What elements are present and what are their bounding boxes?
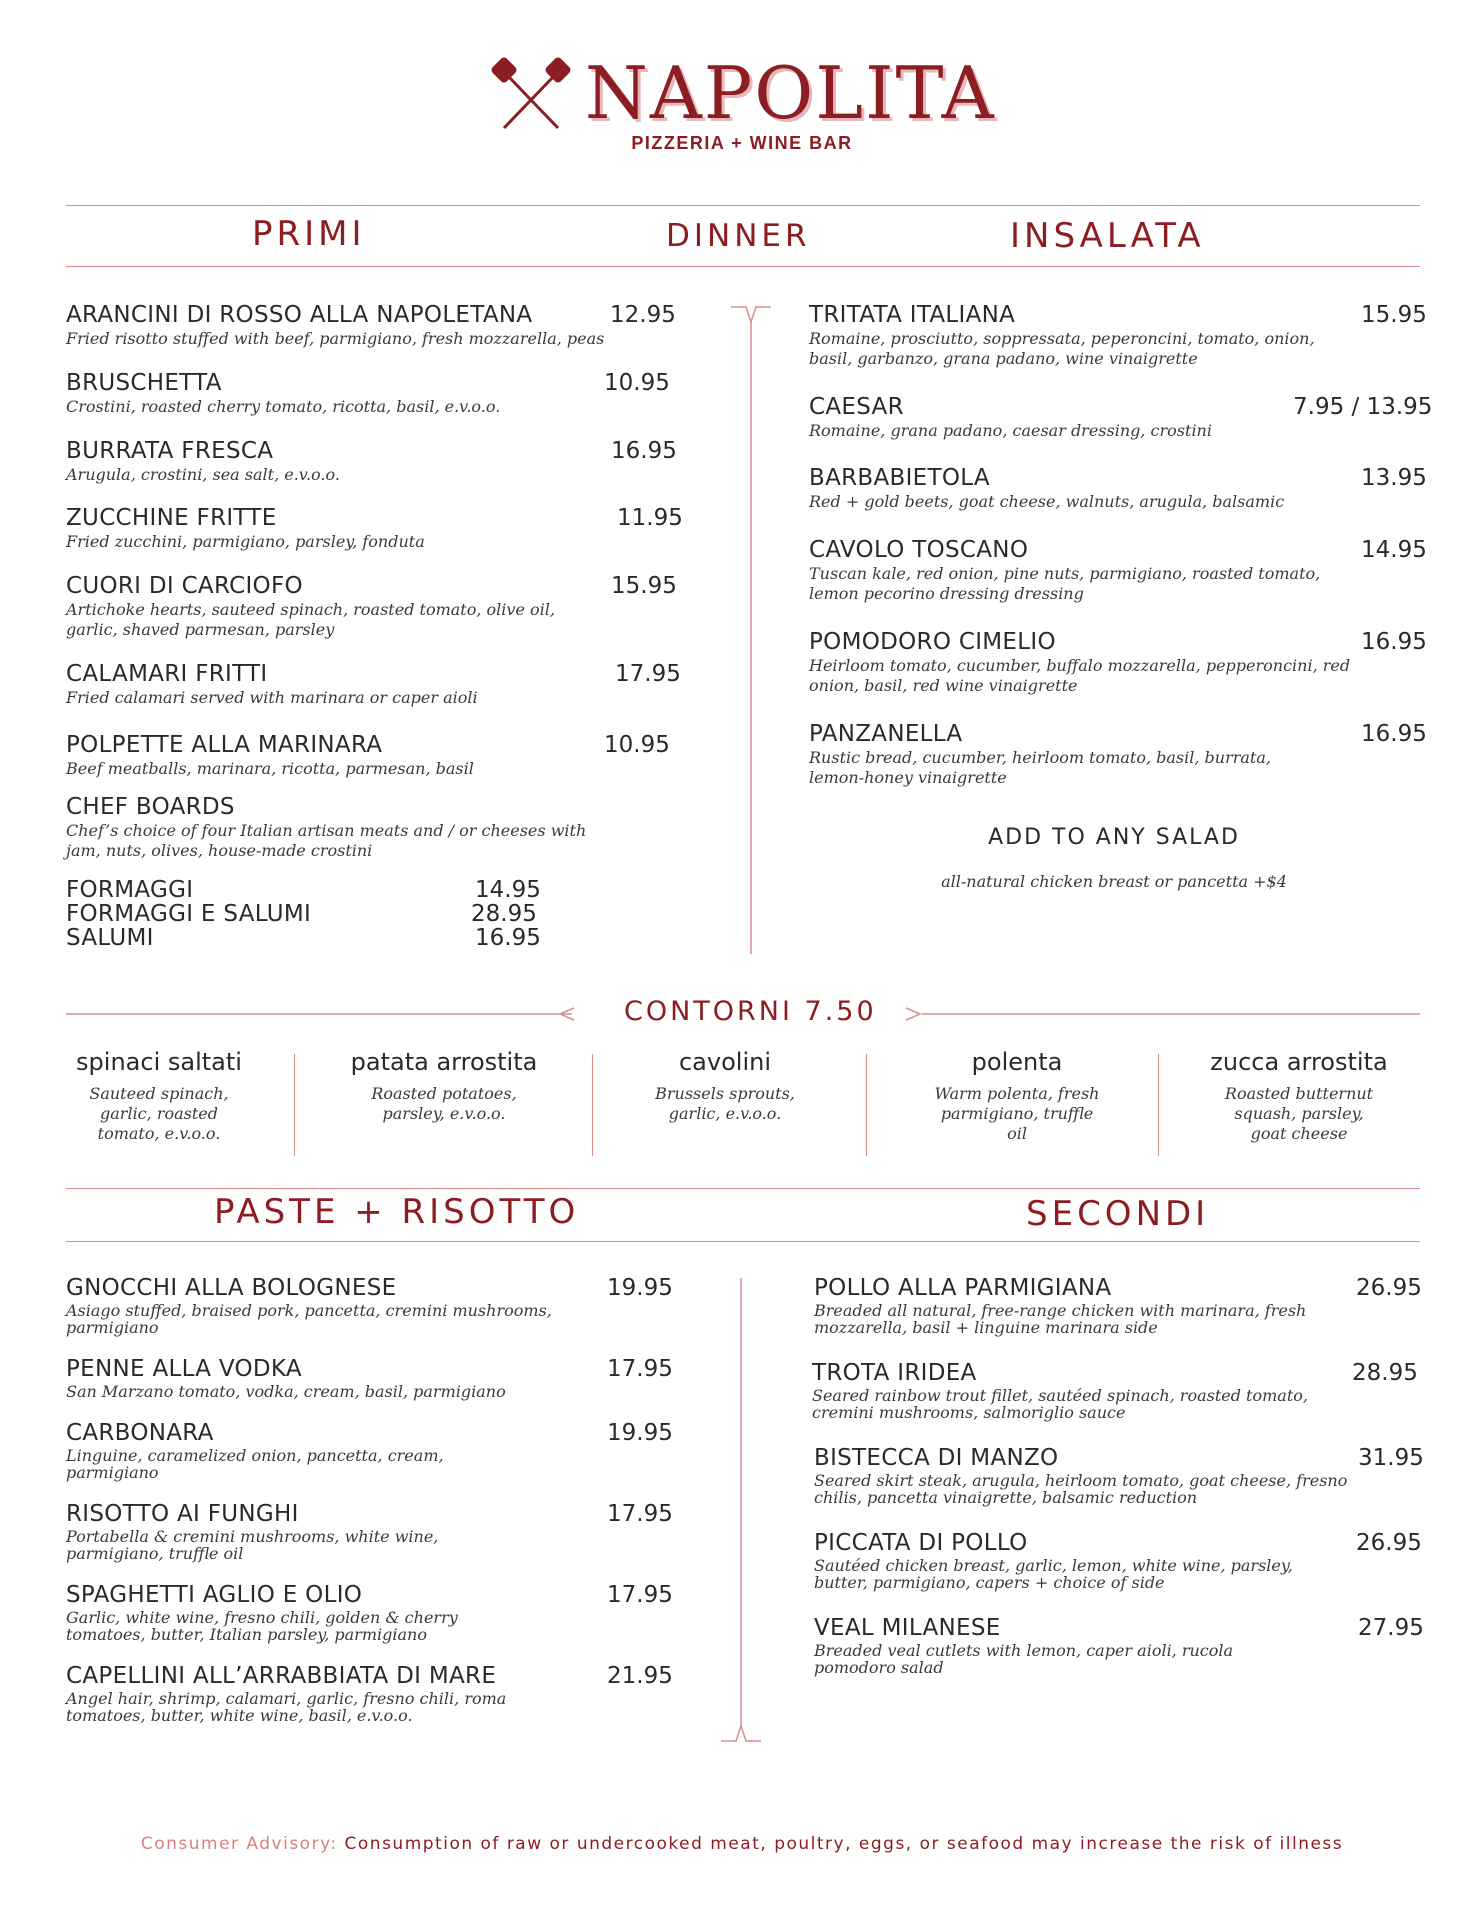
list-item [66,505,626,552]
item-price: 19.95 [607,1420,673,1446]
item-price: 26.95 [1356,1530,1422,1556]
list-item [809,465,1329,512]
item-name: POLLO ALLA PARMIGIANA [814,1275,1112,1301]
item-desc: San Marzano tomato, vodka, cream, basil, parmigiano [66,1382,506,1401]
list-item [814,1615,1234,1676]
section-insalata: INSALATA [1010,216,1205,256]
item-price: 17.95 [607,1356,673,1382]
side-separator [1158,1054,1159,1156]
list-item [814,1275,1314,1336]
item-desc: Breaded veal cutlets with lemon, caper aioli, rucola pomodoro salad [814,1641,1234,1677]
side-desc: Roasted butternut squash, parsley, goat cheese [1224,1084,1374,1143]
list-item [812,1360,1372,1421]
side-desc: Sauteed spinach, garlic, roasted tomato, e.v.o.o. [89,1084,229,1143]
item-desc: Seared skirt steak, arugula, heirloom tomato, goat cheese, fresno chilis, pancetta vinaigrette, balsamic reduction [814,1471,1348,1507]
item-price: 27.95 [1358,1615,1424,1641]
list-item [809,302,1329,369]
divider-bottom [716,1276,766,1746]
item-price: 16.95 [1361,721,1427,747]
item-desc: Sautéed chicken breast, garlic, lemon, white wine, parsley, butter, parmigiano, capers + choice of side [814,1556,1293,1592]
item-name: CARBONARA [66,1420,214,1446]
item-name: ARANCINI DI ROSSO ALLA NAPOLETANA [66,302,533,328]
list-item [814,1530,1314,1591]
item-desc: Red + gold beets, goat cheese, walnuts, arugula, balsamic [809,492,1285,511]
list-item [809,629,1369,696]
list-item [66,573,606,640]
item-name: CAESAR [809,394,904,420]
item-price: 17.95 [615,661,681,687]
list-item [66,302,666,349]
item-name: GNOCCHI ALLA BOLOGNESE [66,1275,397,1301]
chef-boards [66,794,606,861]
item-name: BRUSCHETTA [66,370,222,396]
list-item [809,394,1309,441]
item-price: 15.95 [1361,302,1427,328]
item-name: BURRATA FRESCA [66,438,274,464]
side-name: zucca arrostita [1210,1048,1388,1076]
item-name: CUORI DI CARCIOFO [66,573,303,599]
item-name: VEAL MILANESE [814,1615,1001,1641]
side-item [330,1048,558,1124]
list-item [66,1582,506,1643]
item-desc: Romaine, prosciutto, soppressata, peperoncini, tomato, onion, basil, garbanzo, grana padano, wine vinaigrette [809,329,1315,368]
divider-top [726,302,776,957]
item-desc: Portabella & cremini mushrooms, white wine, parmigiano, truffle oil [66,1527,439,1563]
logo [0,51,1484,135]
add-salad-desc: all-natural chicken breast or pancetta +$4 [941,872,1287,891]
side-name: polenta [971,1048,1063,1076]
item-desc: Artichoke hearts, sauteed spinach, roasted tomato, olive oil, garlic, shaved parmesan, parsley [66,600,555,639]
list-item [66,370,626,417]
item-desc: Romaine, grana padano, caesar dressing, crostini [809,421,1212,440]
list-item [66,1663,566,1724]
item-name: PANZANELLA [809,721,963,747]
item-price: 21.95 [607,1663,673,1689]
side-separator [592,1054,593,1156]
item-name: ZUCCHINE FRITTE [66,505,277,531]
list-item [814,1445,1354,1506]
item-price: 13.95 [1361,465,1427,491]
item-price: 16.95 [611,438,677,464]
item-desc: Garlic, white wine, fresno chili, golden & cherry tomatoes, butter, Italian parsley, parmigiano [66,1608,458,1644]
item-desc: Seared rainbow trout fillet, sautéed spinach, roasted tomato, cremini mushrooms, salmoriglio sauce [812,1386,1308,1422]
list-item [66,661,626,708]
item-price: 19.95 [607,1275,673,1301]
item-name: CAPELLINI ALL’ARRABBIATA DI MARE [66,1663,497,1689]
side-separator [866,1054,867,1156]
item-desc: Arugula, crostini, sea salt, e.v.o.o. [66,465,340,484]
item-desc: Heirloom tomato, cucumber, buffalo mozzarella, pepperoncini, red onion, basil, red wine vinaigrette [809,656,1351,695]
side-item [620,1048,830,1124]
item-price: 17.95 [607,1501,673,1527]
side-desc: Roasted potatoes, parsley, e.v.o.o. [371,1084,517,1123]
item-desc: Asiago stuffed, braised pork, pancetta, cremini mushrooms, parmigiano [66,1301,552,1337]
item-name: RISOTTO AI FUNGHI [66,1501,299,1527]
item-price: 7.95 / 13.95 [1293,394,1433,420]
section-contorni: CONTORNI 7.50 [624,996,877,1027]
list-item [66,1275,606,1336]
item-name: BARBABIETOLA [809,465,990,491]
item-name: TROTA IRIDEA [812,1360,977,1386]
item-name: CALAMARI FRITTI [66,661,268,687]
item-price: 26.95 [1356,1275,1422,1301]
item-name: POMODORO CIMELIO [809,629,1056,655]
list-item [66,732,626,779]
item-name: CHEF BOARDS [66,794,235,820]
consumer-advisory [0,1834,1484,1854]
item-desc: Fried calamari served with marinara or caper aioli [66,688,478,707]
board-option: FORMAGGI E SALUMI [66,901,312,927]
item-price: 14.95 [1361,537,1427,563]
item-price: 28.95 [1352,1360,1418,1386]
item-name: PENNE ALLA VODKA [66,1356,302,1382]
advisory-label: Consumer Advisory: [140,1834,338,1854]
board-price: 14.95 [475,877,541,903]
tagline: PIZZERIA + WINE BAR [631,133,853,153]
section-primi: PRIMI [252,214,366,254]
board-price: 16.95 [475,925,541,951]
side-item [920,1048,1114,1144]
item-name: SPAGHETTI AGLIO E OLIO [66,1582,363,1608]
board-option: SALUMI [66,925,154,951]
item-desc: Rustic bread, cucumber, heirloom tomato, basil, burrata, lemon-honey vinaigrette [809,748,1271,787]
item-desc: Crostini, roasted cherry tomato, ricotta, basil, e.v.o.o. [66,397,501,416]
add-salad-title: ADD TO ANY SALAD [988,825,1240,850]
item-desc: Fried risotto stuffed with beef, parmigiano, fresh mozzarella, peas [66,329,605,348]
side-name: patata arrostita [350,1048,538,1076]
item-price: 12.95 [610,302,676,328]
item-name: POLPETTE ALLA MARINARA [66,732,383,758]
section-paste: PASTE + RISOTTO [214,1192,580,1232]
side-item [66,1048,252,1144]
pizza-peels-icon [488,54,574,132]
item-desc: Angel hair, shrimp, calamari, garlic, fresno chili, roma tomatoes, butter, white wine, basil, e.v.o.o. [66,1689,507,1725]
item-name: CAVOLO TOSCANO [809,537,1029,563]
side-desc: Brussels sprouts, garlic, e.v.o.o. [655,1084,795,1123]
top-rule [66,205,1420,206]
item-price: 31.95 [1358,1445,1424,1471]
section-secondi: SECONDI [1026,1194,1210,1234]
list-item [66,438,626,485]
item-price: 16.95 [1361,629,1427,655]
list-item [66,1501,496,1562]
item-price: 15.95 [611,573,677,599]
board-price: 28.95 [471,901,537,927]
side-separator [294,1054,295,1156]
item-desc: Tuscan kale, red onion, pine nuts, parmigiano, roasted tomato, lemon pecorino dressing dressing [809,564,1321,603]
side-name: cavolini [678,1048,771,1076]
item-desc: Breaded all natural, free-range chicken with marinara, fresh mozzarella, basil + linguine marinara side [814,1301,1307,1337]
list-item [809,537,1349,604]
item-desc: Linguine, caramelized onion, pancetta, cream, parmigiano [66,1446,444,1482]
advisory-text: Consumption of raw or undercooked meat, poultry, eggs, or seafood may increase the risk of illness [344,1834,1344,1854]
item-price: 10.95 [604,732,670,758]
item-name: TRITATA ITALIANA [809,302,1016,328]
top-rule-lower [66,266,1420,267]
side-name: spinaci saltati [76,1048,242,1076]
list-item [809,721,1329,788]
side-desc: Warm polenta, fresh parmigiano, truffle oil [934,1084,1100,1143]
lower-rule [66,1188,1420,1189]
board-option: FORMAGGI [66,877,194,903]
side-item [1194,1048,1404,1144]
item-name: PICCATA DI POLLO [814,1530,1028,1556]
item-desc: Beef meatballs, marinara, ricotta, parmesan, basil [66,759,474,778]
item-price: 17.95 [607,1582,673,1608]
item-desc: Fried zucchini, parmigiano, parsley, fonduta [66,532,425,551]
list-item [66,1420,496,1481]
lower-rule-bottom [66,1241,1420,1242]
item-price: 11.95 [617,505,683,531]
item-price: 10.95 [604,370,670,396]
item-name: BISTECCA DI MANZO [814,1445,1059,1471]
brand-name: NAPOLITA [584,51,996,135]
list-item [66,1356,606,1400]
item-desc: Chef’s choice of four Italian artisan meats and / or cheeses with jam, nuts, olives, house-made crostini [66,821,587,860]
section-dinner: DINNER [666,218,811,254]
